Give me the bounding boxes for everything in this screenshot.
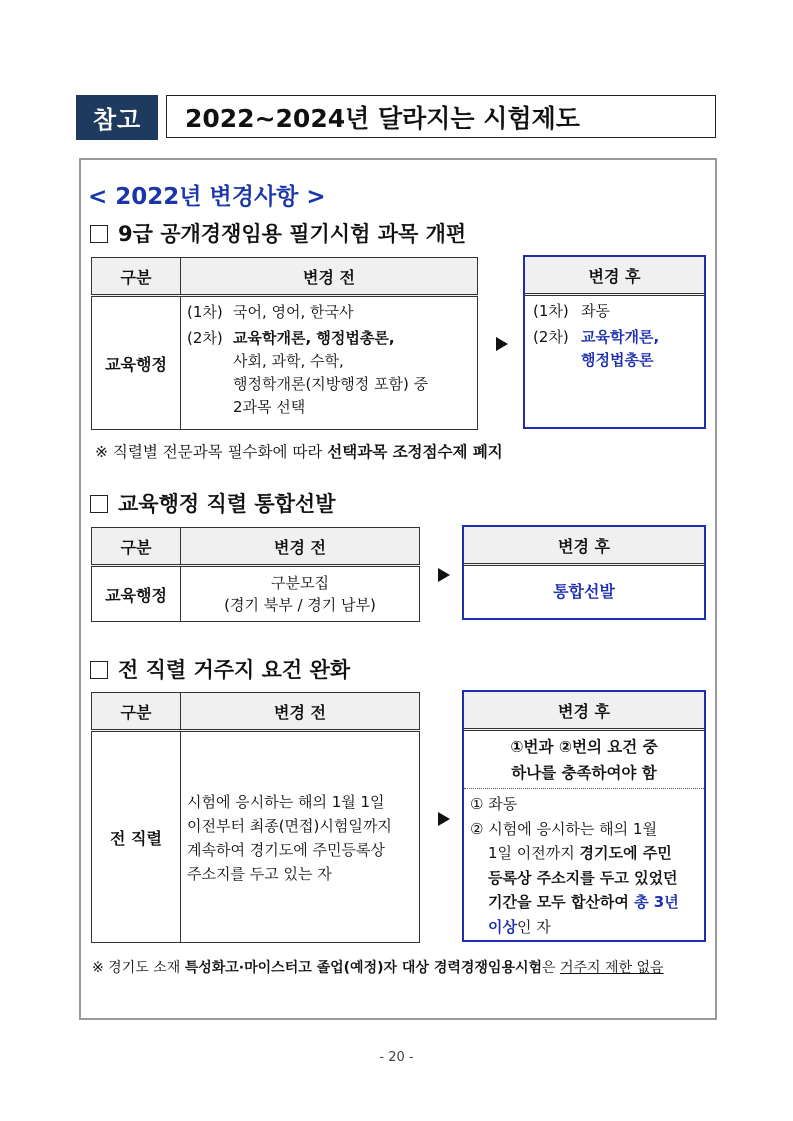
s3-after-1: ① 좌동 [470,795,518,813]
checkbox-square-icon [90,225,108,243]
s1-before-2-l3: 행정학개론(지방행정 포함) 중 [233,375,429,393]
s3-heading-text: 전 직렬 거주지 요건 완화 [118,658,351,682]
page-number: - 20 - [379,1050,414,1065]
page-title-text: 2022~2024년 달라지는 시험제도 [185,103,580,133]
arrow-right-icon [438,812,450,826]
s1-after-2-l1: 교육학개론, [581,328,660,346]
s1-heading-text: 9급 공개경쟁임용 필기시험 과목 개편 [118,222,467,246]
s1-after-2-tag: (2차) [533,328,569,346]
s2-before-cell [181,566,420,622]
s1-after-box [523,255,706,429]
s2-before-l2: (경기 북부 / 경기 남부) [224,596,376,614]
s3-note [92,957,664,977]
s3-after-2-l5-blue: 이상 [488,917,517,936]
s3-after-2-l5 [470,915,700,940]
s3-heading [90,654,350,684]
s3-col-after: 변경 후 [464,692,704,731]
s2-col-category: 구분 [92,528,181,566]
reference-badge: 참고 [76,95,158,140]
page-title [166,95,716,138]
s1-after-1-text: 좌동 [581,302,610,320]
s2-after-value: 통합선발 [553,582,615,601]
arrow-right-icon [496,337,508,351]
s3-after-2-l2 [470,841,700,866]
s2-before-table [91,527,420,622]
s3-after-2-l2-pre: 1일 이전까지 [488,844,580,862]
s3-before-table [91,692,420,943]
s1-col-before: 변경 전 [181,258,478,296]
s3-note-underline: 거주지 제한 없음 [560,960,664,976]
s1-row-label: 교육행정 [92,296,181,430]
s2-heading [90,488,335,518]
s3-col-before: 변경 전 [181,693,420,731]
s1-after-1-tag: (1차) [533,302,569,320]
s1-before-1-tag: (1차) [187,303,223,321]
s2-after-box [462,525,706,620]
s2-before-l1: 구분모집 [271,574,329,592]
s3-after-condition [464,731,704,789]
s3-after-top-l1: ①번과 ②번의 요건 중 [510,738,658,756]
s3-row-label: 전 직렬 [92,731,181,943]
s1-note-pre: ※ 직렬별 전문과목 필수화에 따라 [95,443,328,461]
s1-after-2-l2: 행정법총론 [581,351,654,369]
s3-before-l4: 주소지를 두고 있는 자 [187,865,332,883]
s3-after-2-l4 [470,890,700,915]
s3-before-l1: 시험에 응시하는 해의 1월 1일 [187,793,385,811]
s3-after-2-l4-bold: 기간을 모두 합산하여 [488,893,635,911]
s3-note-pre: ※ 경기도 소재 [92,960,185,976]
s2-row-label: 교육행정 [92,566,181,622]
s3-after-box [462,690,706,942]
s3-col-category: 구분 [92,693,181,731]
s3-after-body [464,789,704,939]
s1-before-2-tag: (2차) [187,329,223,347]
s3-after-2-l2-bold: 경기도에 주민 [579,844,672,862]
s1-heading [90,218,466,248]
s3-after-2-l4-blue: 총 3년 [634,893,679,911]
checkbox-square-icon [90,661,108,679]
s1-note-bold: 선택과목 조정점수제 폐지 [327,443,503,461]
s3-after-2-l3: 등록상 주소지를 두고 있었던 [488,868,678,887]
arrow-right-icon [438,568,450,582]
s1-note [95,440,503,462]
s3-note-bold: 특성화고·마이스터고 졸업(예정)자 대상 경력경쟁임용시험 [184,960,543,976]
s3-before-cell [181,731,420,943]
s1-col-category: 구분 [92,258,181,296]
s1-col-after: 변경 후 [525,257,704,296]
s1-before-2-l4: 2과목 선택 [233,398,306,416]
s1-before-cell [181,296,478,430]
s3-after-top-l2: 하나를 충족하여야 함 [511,764,657,782]
s2-heading-text: 교육행정 직렬 통합선발 [118,492,336,516]
s1-before-2-bold: 교육학개론, 행정법총론, [233,329,395,347]
s2-col-before: 변경 전 [181,528,420,566]
s3-before-l3: 계속하여 경기도에 주민등록상 [187,841,385,859]
s3-after-2-l1: ② 시험에 응시하는 해의 1월 [470,819,657,838]
section-title: < 2022년 변경사항 > [88,184,326,210]
s3-before-l2: 이전부터 최종(면접)시험일까지 [187,817,392,835]
s1-before-2-l2: 사회, 과학, 수학, [233,352,344,370]
s3-after-2-l5-rest: 인 자 [516,917,551,936]
s3-note-mid: 은 [542,960,560,976]
s1-before-table [91,257,478,430]
s2-col-after: 변경 후 [464,527,704,566]
s1-before-1-text: 국어, 영어, 한국사 [233,303,354,321]
checkbox-square-icon [90,495,108,513]
